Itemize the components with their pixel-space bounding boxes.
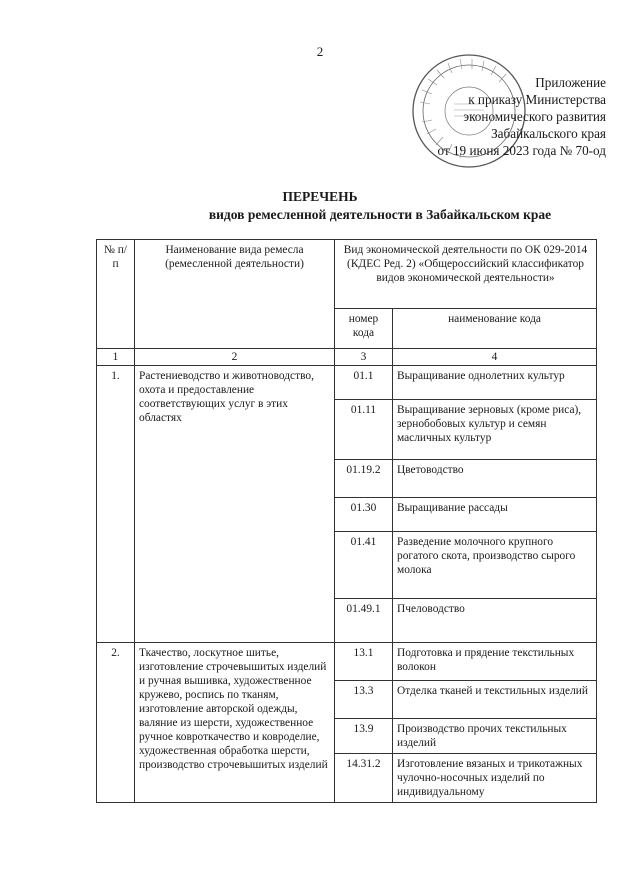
- group-number: 1.: [97, 366, 135, 643]
- document-title: ПЕРЕЧЕНЬ: [282, 189, 358, 204]
- code-title: Производство прочих текстильных изделий: [393, 719, 597, 754]
- appendix-block: [437, 74, 606, 159]
- appendix-line: экономического развития: [463, 109, 606, 124]
- document-subtitle: видов ремесленной деятельности в Забайкальском крае: [208, 207, 552, 222]
- header-okved: Вид экономической деятельности по ОК 029-2014 (КДЕС Ред. 2) «Общероссийский классификатор видов экономической деятельности»: [335, 240, 597, 309]
- group-name: Ткачество, лоскутное шитье, изготовление строчевышитых изделий и ручная вышивка, художественное кружево, роспись по тканям, изготовление авторской одежды, валяние из шерсти, художественное ручное ковроткачество и ковроделие, художественная обработка шерсти, производство строчевышитых изделий: [135, 643, 335, 803]
- code-title: Разведение молочного крупного рогатого скота, производство сырого молока: [393, 532, 597, 599]
- code-title: Подготовка и прядение текстильных волокон: [393, 643, 597, 681]
- code-number: 13.1: [335, 643, 393, 681]
- code-number: 01.30: [335, 498, 393, 532]
- code-number: 01.49.1: [335, 599, 393, 643]
- appendix-line: Забайкальского края: [491, 126, 606, 141]
- code-title: Выращивание зерновых (кроме риса), зернобобовых культур и семян масличных культур: [393, 400, 597, 460]
- header-code-name: наименование кода: [393, 309, 597, 349]
- code-title: Выращивание рассады: [393, 498, 597, 532]
- code-title: Отделка тканей и текстильных изделий: [393, 681, 597, 719]
- table-row: [97, 643, 597, 681]
- code-number: 01.11: [335, 400, 393, 460]
- page-number: 2: [316, 44, 324, 59]
- column-index: 3: [335, 349, 393, 366]
- code-title: Выращивание однолетних культур: [393, 366, 597, 400]
- column-index: 2: [135, 349, 335, 366]
- code-number: 14.31.2: [335, 754, 393, 803]
- table-row: [97, 366, 597, 400]
- code-number: 13.3: [335, 681, 393, 719]
- code-title: Изготовление вязаных и трикотажных чулочно-носочных изделий по индивидуальному: [393, 754, 597, 803]
- appendix-line: от 19 июня 2023 года № 70-од: [437, 143, 606, 158]
- code-number: 01.1: [335, 366, 393, 400]
- appendix-line: к приказу Министерства: [468, 92, 606, 107]
- column-index: 4: [393, 349, 597, 366]
- header-num: № п/п: [97, 240, 135, 349]
- code-number: 13.9: [335, 719, 393, 754]
- code-title: Пчеловодство: [393, 599, 597, 643]
- code-number: 01.41: [335, 532, 393, 599]
- code-title: Цветоводство: [393, 460, 597, 498]
- group-number: 2.: [97, 643, 135, 803]
- appendix-line: Приложение: [535, 75, 606, 90]
- code-number: 01.19.2: [335, 460, 393, 498]
- column-index: 1: [97, 349, 135, 366]
- crafts-table: [96, 239, 597, 803]
- group-name: Растениеводство и животноводство, охота и предоставление соответствующих услуг в этих областях: [135, 366, 335, 643]
- header-name: Наименование вида ремесла (ремесленной деятельности): [135, 240, 335, 349]
- header-code-num: номер кода: [335, 309, 393, 349]
